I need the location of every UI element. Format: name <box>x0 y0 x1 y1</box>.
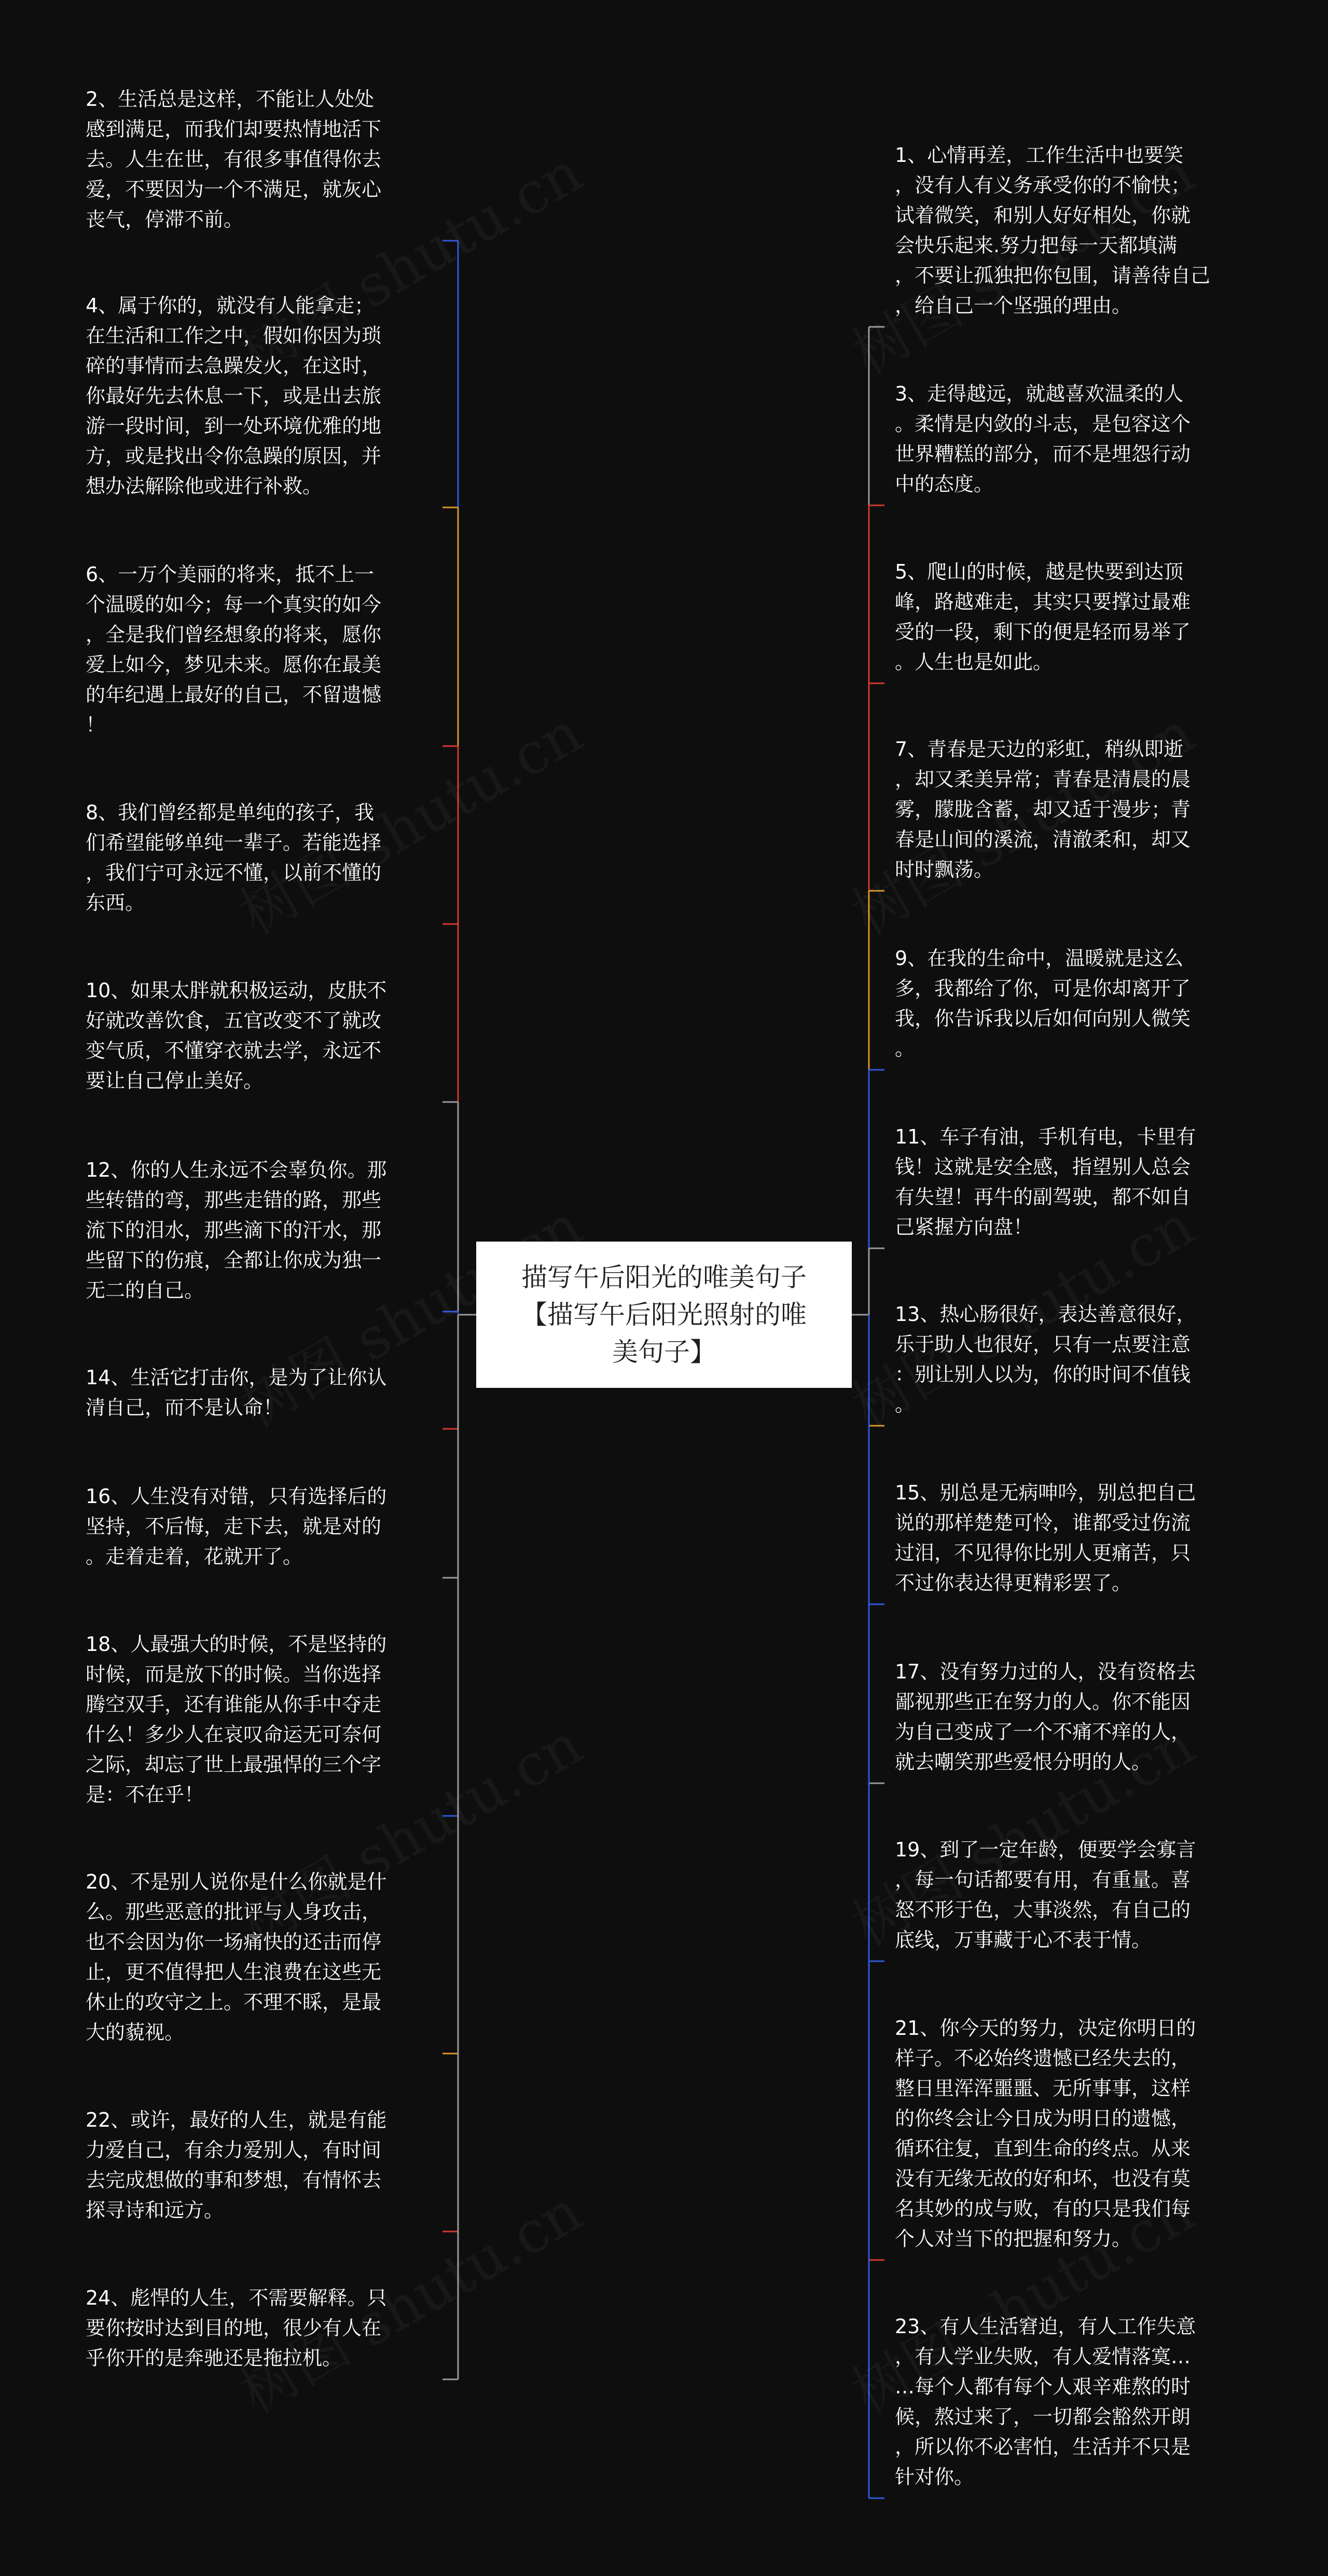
root-node[interactable] <box>476 1242 852 1388</box>
branch-node-left[interactable]: 4、属于你的，就没有人能拿走； 在生活和工作之中，假如你因为琐 碎的事情而去急躁发火，在这时， 你最好先去休息一下，或是出去旅 游一段时间，到一处环境优雅的地 方，或是找出令你急躁的原因，并 想办法解除他或进行补救。 <box>86 294 382 498</box>
branch-node-left[interactable]: 24、彪悍的人生，不需要解释。只 要你按时达到目的地，很少有人在 乎你开的是奔驰还是拖拉机。 <box>86 2286 387 2370</box>
branch-node-right[interactable]: 1、心情再差，工作生活中也要笑 ，没有人有义务承受你的不愉快； 试着微笑，和别人好好相处，你就 会快乐起来.努力把每一天都填满 ，不要让孤独把你包围，请善待自己 ，给自己一个坚强的理由。 <box>895 144 1211 317</box>
branch-node-right[interactable]: 15、别总是无病呻吟，别总把自己 说的那样楚楚可怜，谁都受过伤流 过泪，不见得你比别人更痛苦，只 不过你表达得更精彩罢了。 <box>895 1481 1196 1594</box>
branch-node-right[interactable]: 11、车子有油，手机有电，卡里有 钱！这就是安全感，指望别人总会 有失望！再牛的副驾驶，都不如自 己紧握方向盘！ <box>895 1125 1196 1238</box>
branch-node-left[interactable]: 12、你的人生永远不会辜负你。那 些转错的弯，那些走错的路，那些 流下的泪水，那些滴下的汗水，那 些留下的伤痕，全都让你成为独一 无二的自己。 <box>86 1159 387 1302</box>
branch-node-right[interactable]: 19、到了一定年龄，便要学会寡言 ，每一句话都要有用，有重量。喜 怒不形于色，大事淡然，有自己的 底线，万事藏于心不表于情。 <box>895 1838 1196 1951</box>
branch-node-left[interactable]: 20、不是别人说你是什么你就是什 么。那些恶意的批评与人身攻击， 也不会因为你一场痛快的还击而停 止，更不值得把人生浪费在这些无 休止的攻守之上。不理不睬，是最 大的藐视。 <box>86 1870 387 2044</box>
branch-node-left[interactable]: 6、一万个美丽的将来，抵不上一 个温暖的如今；每一个真实的如今 ，全是我们曾经想象的将来，愿你 爱上如今，梦见未来。愿你在最美 的年纪遇上最好的自己，不留遗憾 ！ <box>86 563 382 736</box>
branch-node-right[interactable]: 21、你今天的努力，决定你明日的 样子。不必始终遗憾已经失去的， 整日里浑浑噩噩、无所事事，这样 的你终会让今日成为明日的遗憾， 循环往复，直到生命的终点。从来 没有无缘无故的好和坏，也没有莫 名其妙的成与败，有的只是我们每 个人对当下的把握和努力。 <box>895 2017 1196 2250</box>
branch-node-left[interactable]: 10、如果太胖就积极运动，皮肤不 好就改善饮食，五官改变不了就改 变气质，不懂穿衣就去学，永远不 要让自己停止美好。 <box>86 979 387 1092</box>
root-title: 描写午后阳光的唯美句子 【描写午后阳光照射的唯 美句子】 <box>521 1262 807 1367</box>
branch-node-left[interactable]: 14、生活它打击你，是为了让你认 清自己，而不是认命！ <box>86 1366 387 1419</box>
branch-node-left[interactable]: 16、人生没有对错，只有选择后的 坚持，不后悔，走下去，就是对的 。走着走着，花就开了。 <box>86 1485 387 1568</box>
branch-node-right[interactable]: 17、没有努力过的人，没有资格去 鄙视那些正在努力的人。你不能因 为自己变成了一个不痛不痒的人， 就去嘲笑那些爱恨分明的人。 <box>895 1660 1196 1773</box>
branch-node-left[interactable]: 8、我们曾经都是单纯的孩子，我 们希望能够单纯一辈子。若能选择 ，我们宁可永远不懂，以前不懂的 东西。 <box>86 801 382 914</box>
branch-node-left[interactable]: 2、生活总是这样，不能让人处处 感到满足，而我们却要热情地活下 去。人生在世，有很多事值得你去 爱，不要因为一个不满足，就灰心 丧气，停滞不前。 <box>86 88 382 231</box>
branch-node-right[interactable]: 9、在我的生命中，温暖就是这么 多，我都给了你，可是你却离开了 我，你告诉我以后如何向别人微笑 。 <box>895 947 1191 1060</box>
branch-node-right[interactable]: 5、爬山的时候，越是快要到达顶 峰，路越难走，其实只要撑过最难 受的一段，剩下的便是轻而易举了 。人生也是如此。 <box>895 560 1191 673</box>
branch-node-right[interactable]: 3、走得越远，就越喜欢温柔的人 。柔情是内敛的斗志，是包容这个 世界糟糕的部分，而不是埋怨行动 中的态度。 <box>895 382 1191 495</box>
branch-node-left[interactable]: 18、人最强大的时候，不是坚持的 时候，而是放下的时候。当你选择 腾空双手，还有谁能从你手中夺走 什么！多少人在哀叹命运无可奈何 之际，却忘了世上最强悍的三个字 是：不在乎！ <box>86 1633 387 1806</box>
branch-node-right[interactable]: 23、有人生活窘迫，有人工作失意 ，有人学业失败，有人爱情落寞… …每个人都有每个人艰辛难熬的时 候，熬过来了，一切都会豁然开朗 ，所以你不必害怕，生活并不只是 针对你。 <box>895 2315 1196 2488</box>
branch-node-right[interactable]: 13、热心肠很好，表达善意很好， 乐于助人也很好，只有一点要注意 ：别让别人以为，你的时间不值钱 。 <box>895 1303 1196 1416</box>
branch-node-right[interactable]: 7、青春是天边的彩虹，稍纵即逝 ，却又柔美异常；青春是清晨的晨 雾，朦胧含蓄，却又适于漫步；青 春是山间的溪流，清澈柔和，却又 时时飘荡。 <box>895 738 1191 881</box>
branch-node-left[interactable]: 22、或许，最好的人生，就是有能 力爱自己，有余力爱别人，有时间 去完成想做的事和梦想，有情怀去 探寻诗和远方。 <box>86 2109 387 2222</box>
